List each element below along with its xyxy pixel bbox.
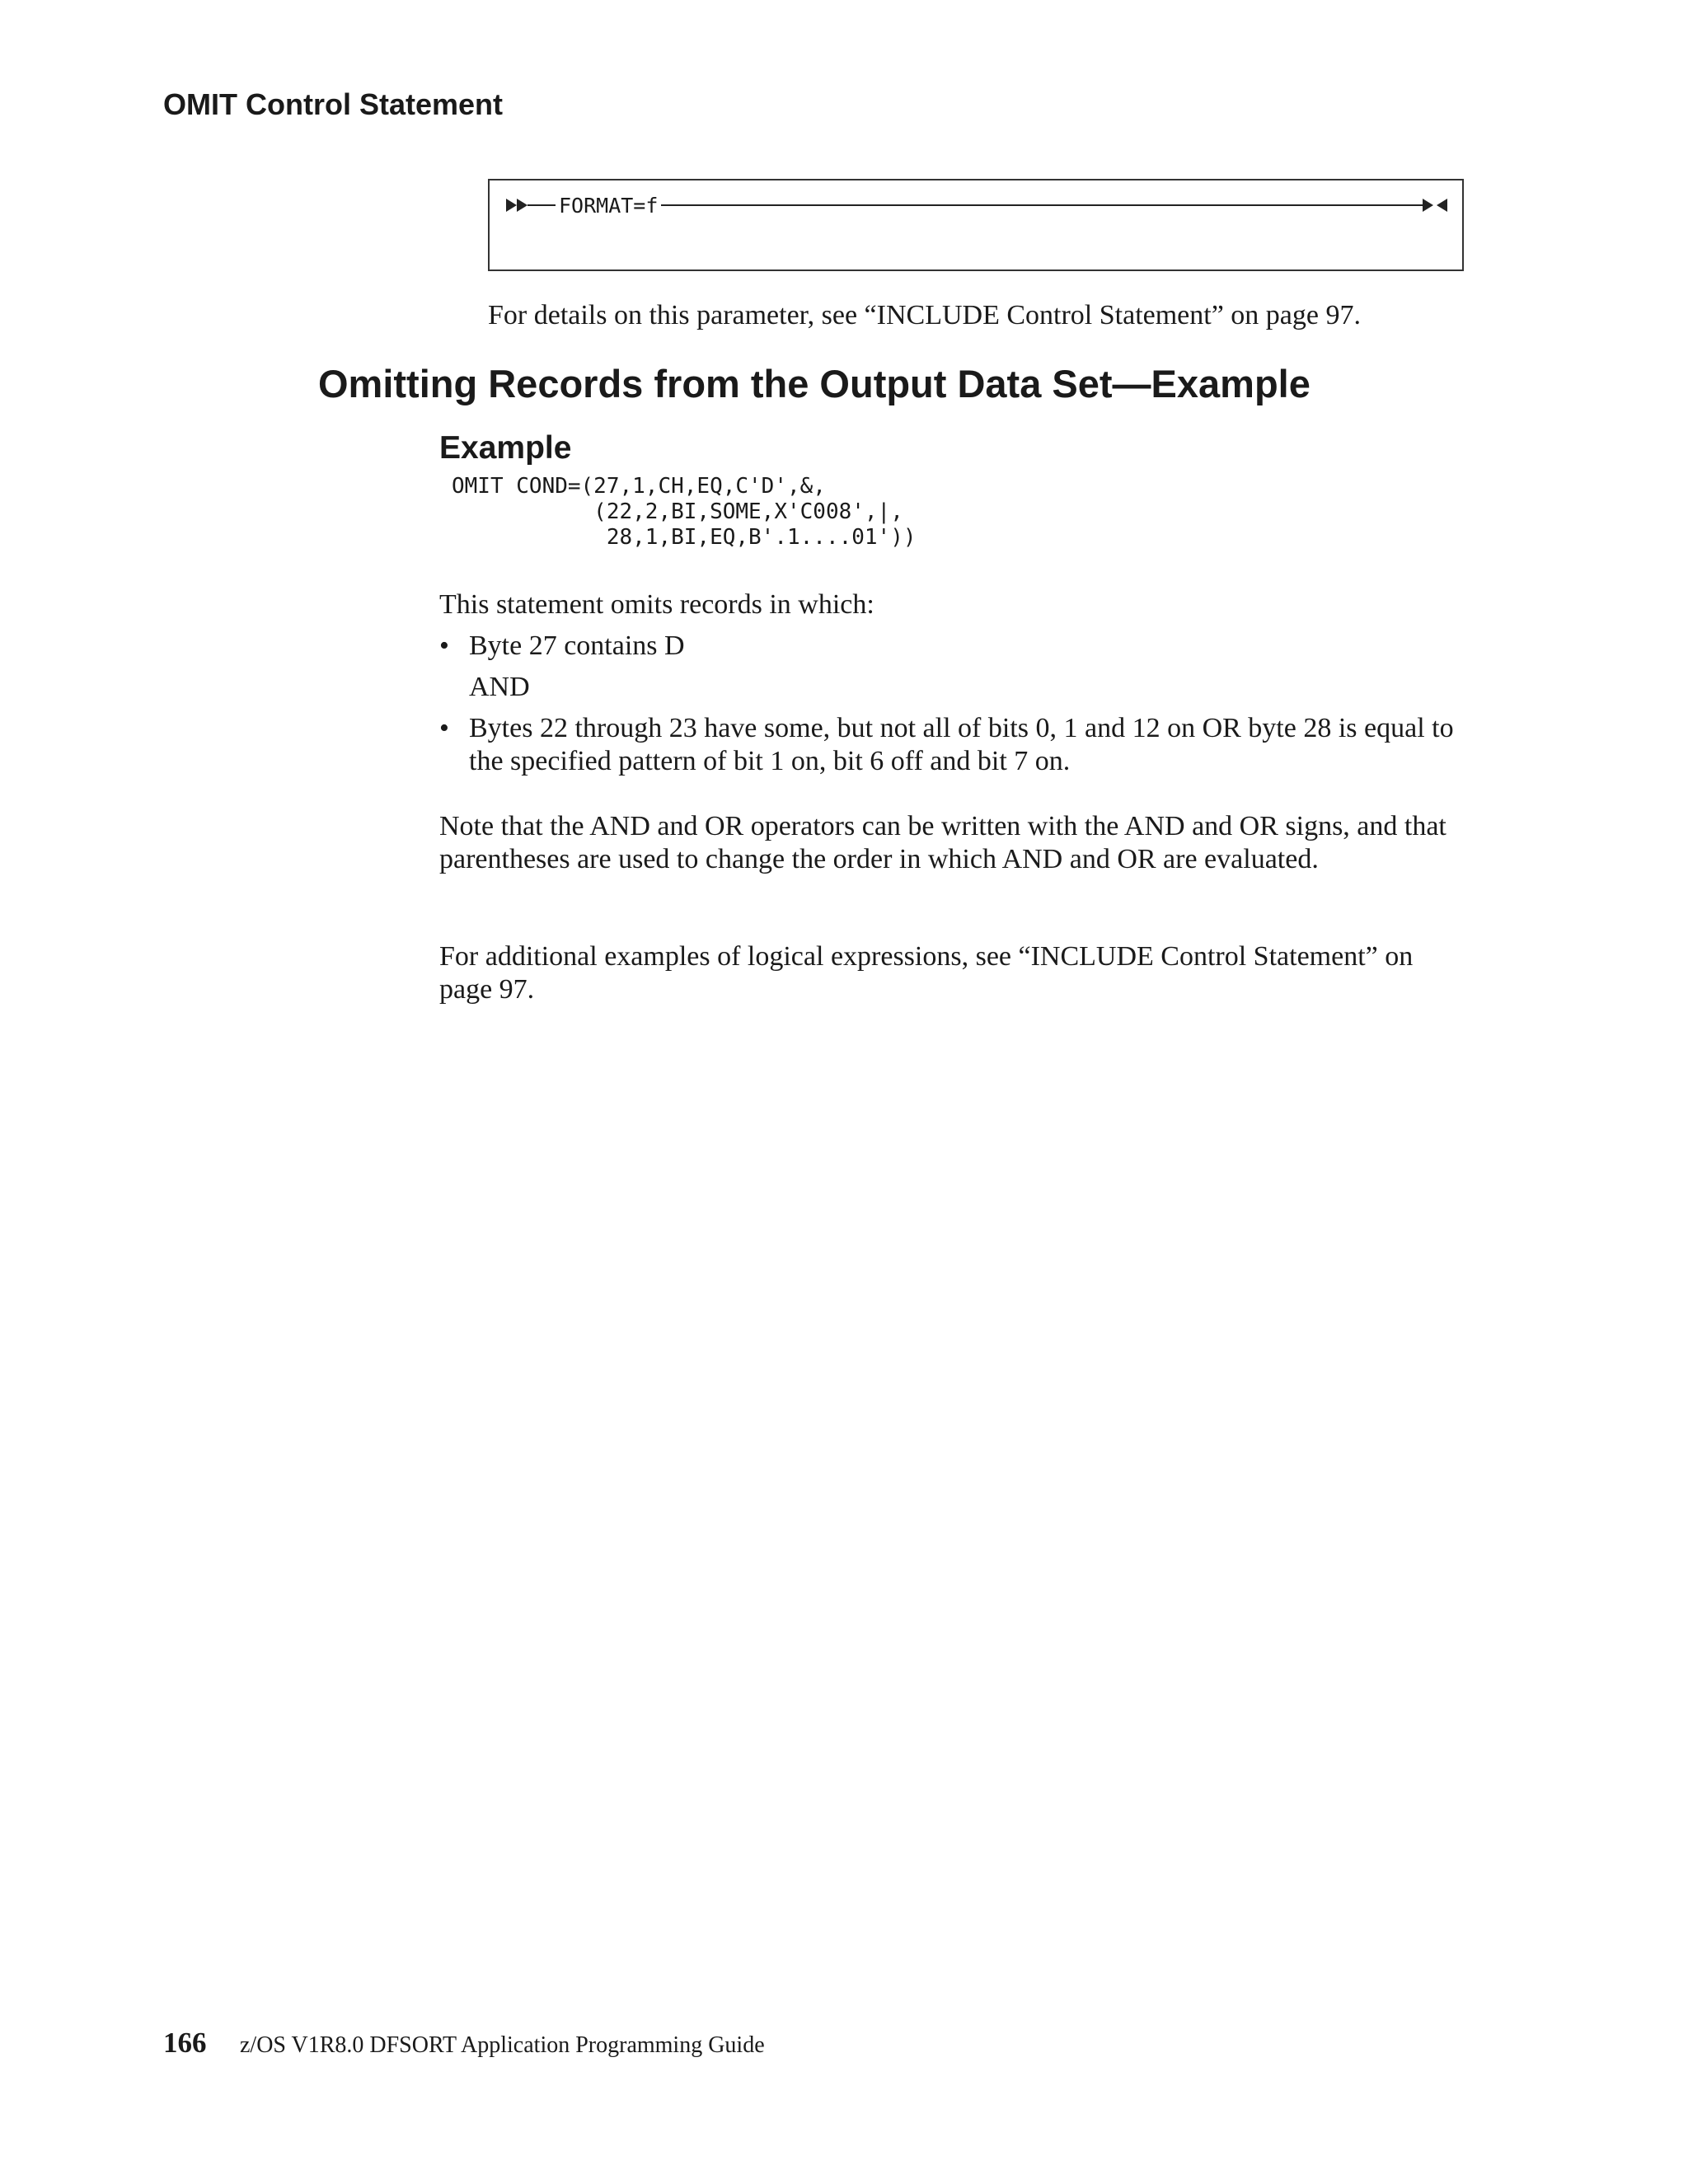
code-example [452, 474, 917, 551]
list-item: Byte 27 contains D [469, 630, 685, 661]
syntax-diagram [488, 179, 1464, 271]
note-paragraph: Note that the AND and OR operators can be written with the AND and OR signs, and that parentheses are used to change the order in which AND and OR are evaluated. [439, 811, 1447, 874]
bullet-icon: • [439, 713, 449, 743]
code-line: (22,2,BI,SOME,X'C008',|, [452, 499, 903, 524]
section-title: Omitting Records from the Output Data Set—Example [318, 362, 1311, 405]
end-arrow-icon [1423, 199, 1433, 212]
page-number: 166 [163, 2027, 207, 2059]
start-arrow-icon-2 [517, 199, 528, 212]
footer-book-title: z/OS V1R8.0 DFSORT Application Programming Guide [240, 2032, 765, 2058]
running-header: OMIT Control Statement [163, 87, 503, 121]
syntax-keyword: FORMAT=f [556, 194, 661, 218]
intro-paragraph: This statement omits records in which: [439, 589, 874, 620]
and-connector: AND [469, 672, 530, 702]
details-paragraph: For details on this parameter, see “INCLUDE Control Statement” on page 97. [488, 300, 1361, 330]
additional-examples-paragraph: For additional examples of logical expressions, see “INCLUDE Control Statement” on page 97. [439, 941, 1414, 1005]
end-arrow-icon-2 [1437, 199, 1447, 212]
start-arrow-icon [506, 199, 517, 212]
code-line: OMIT COND=(27,1,CH,EQ,C'D',&, [452, 474, 826, 499]
bullet-icon: • [439, 630, 449, 661]
list-item: Bytes 22 through 23 have some, but not all of bits 0, 1 and 12 on OR byte 28 is equal to the specified pattern of bit 1 on, bit 6 off and bit 7 on. [469, 713, 1454, 776]
example-subheading: Example [439, 430, 572, 466]
code-line: 28,1,BI,EQ,B'.1....01')) [452, 525, 917, 550]
